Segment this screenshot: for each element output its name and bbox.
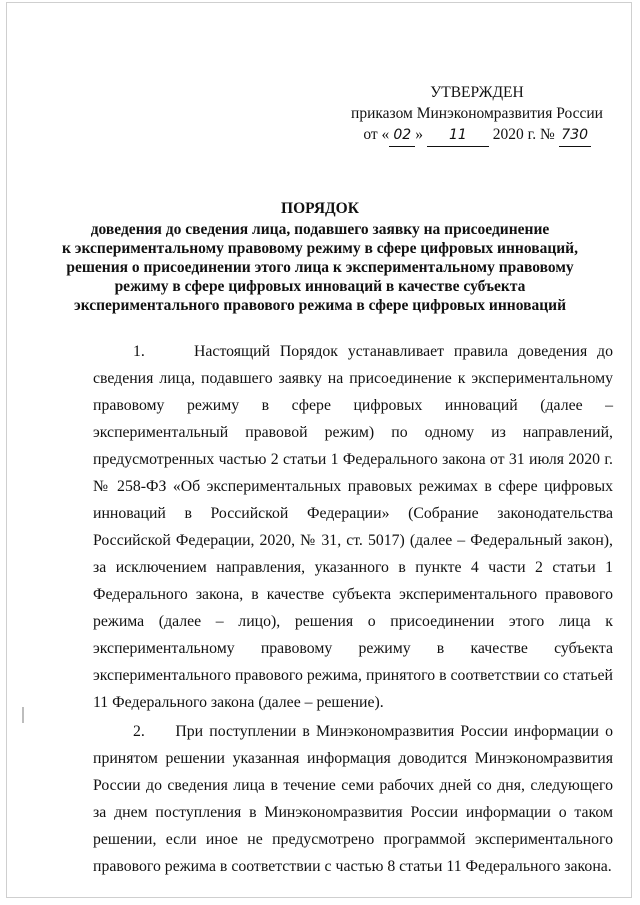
- order-day: 02: [389, 125, 415, 147]
- scan-margin-mark: [22, 707, 24, 723]
- paragraph-2: 2. При поступлении в Минэкономразвития России информации о принятом решении указанная информация доводится Минэкономразвития России до сведения лица в течение семи рабочих дней со дня, следующего за днем поступления в Минэкономразвития России информации о таком решении, если иное не предусмотрено программой экспериментального правового режима в соответствии с частью 8 статьи 11 Федерального закона.: [93, 723, 613, 875]
- subtitle-line: к экспериментальному правовому режиму в сфере цифровых инноваций,: [61, 240, 578, 257]
- order-month: 11: [427, 125, 489, 147]
- order-year: 2020 г. №: [492, 126, 555, 143]
- approval-title: УТВЕРЖДЕН: [430, 84, 524, 101]
- subtitle-line: экспериментального правового режима в сфере цифровых инноваций: [74, 297, 566, 314]
- date-close: »: [415, 126, 424, 143]
- approval-stamp: [342, 82, 612, 147]
- subtitle-line: решения о присоединении этого лица к экспериментальному правовому: [66, 259, 574, 276]
- subtitle-line: доведения до сведения лица, подавшего заявку на присоединение: [90, 221, 550, 238]
- subtitle-line: режиму в сфере цифровых инноваций в качестве субъекта: [114, 278, 526, 295]
- approval-date-line: [342, 124, 612, 147]
- date-prefix: от «: [363, 126, 390, 143]
- document-subtitle: [60, 220, 580, 315]
- document-body: [93, 338, 613, 880]
- approval-order-line: приказом Минэкономразвития России: [351, 105, 603, 122]
- document-title: ПОРЯДОК: [281, 200, 359, 217]
- paragraph-1: 1. Настоящий Порядок устанавливает правила доведения до сведения лица, подавшего заявку на присоединение к экспериментальному правовому режиму в сфере цифровых инноваций (далее – экспериментальный правовой режим) по одному из направлений, предусмотренных частью 2 статьи 1 Федерального закона от 31 июля 2020 г. № 258-ФЗ «Об экспериментальных правовых режимах в сфере цифровых инноваций в Российской Федерации» (Собрание законодательства Российской Федерации, 2020, № 31, ст. 5017) (далее – Федеральный закон), за исключением направления, указанного в пункте 4 части 2 статьи 1 Федерального закона, в качестве субъекта экспериментального правового режима (далее – лицо), решения о присоединении этого лица к экспериментальному правовому режиму в качестве субъекта экспериментального правового режима, принятого в соответствии со статьей 11 Федерального закона (далее – решение).: [93, 343, 613, 711]
- order-number: 730: [559, 125, 591, 147]
